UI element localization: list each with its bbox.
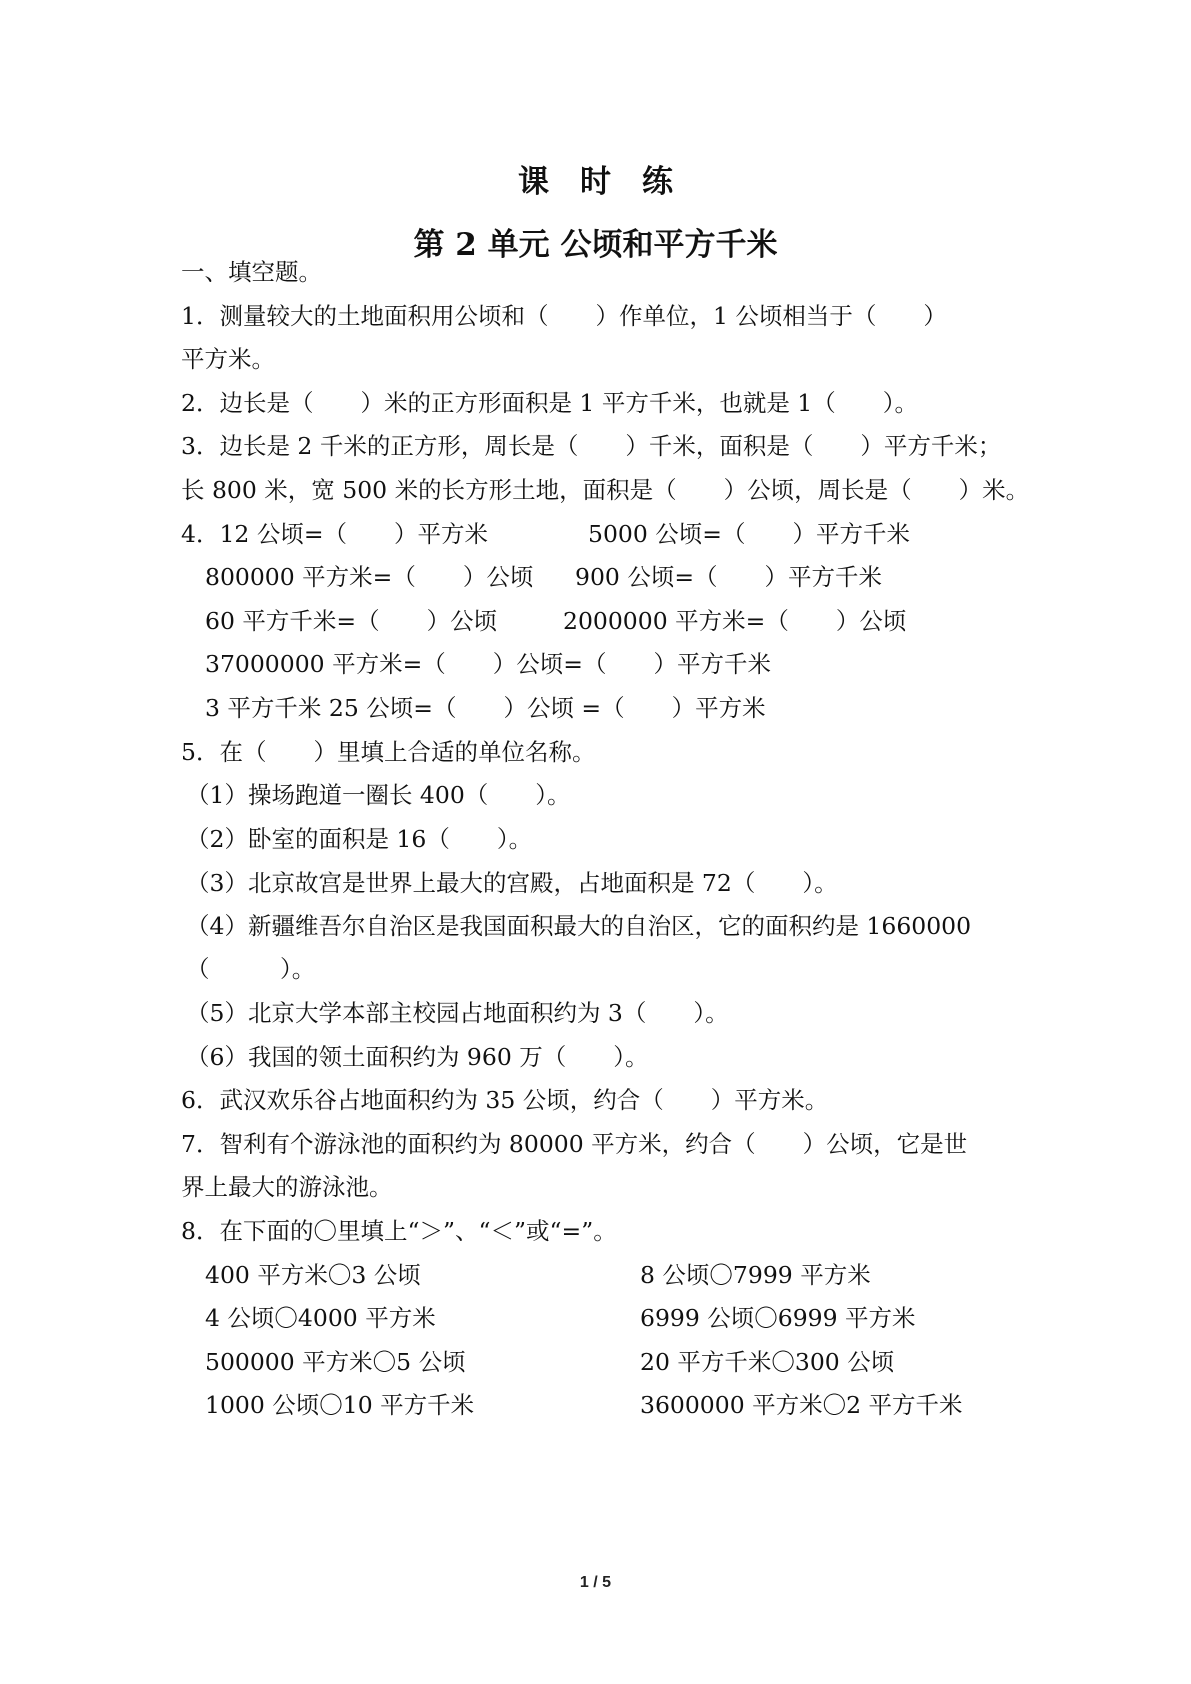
compare-item: 8 公顷〇7999 平方米: [640, 1261, 871, 1289]
compare-item: 1000 公顷〇10 平方千米: [205, 1391, 475, 1419]
question-4-row-3a: 60 平方千米=（ ）公顷: [205, 607, 498, 635]
question-4-row-3b: 2000000 平方米=（ ）公顷: [563, 607, 907, 635]
question-4-row-2b: 900 公顷=（ ）平方千米: [575, 563, 883, 591]
question-3-line-2: 长 800 米，宽 500 米的长方形土地，面积是（ ）公顷，周长是（ ）米。: [181, 476, 1030, 504]
question-5-item: （3）北京故宫是世界上最大的宫殿，占地面积是 72（ ）。: [186, 869, 838, 897]
question-4-row-2a: 800000 平方米=（ ）公顷: [205, 563, 534, 591]
question-4-row-4: 37000000 平方米=（ ）公顷=（ ）平方千米: [205, 650, 771, 678]
page-title: 课 时 练: [518, 164, 673, 200]
question-5-item: （6）我国的领土面积约为 960 万（ ）。: [186, 1043, 649, 1071]
section-heading: 一、填空题。: [181, 258, 322, 286]
compare-item: 500000 平方米〇5 公顷: [205, 1348, 466, 1376]
compare-item: 3600000 平方米〇2 平方千米: [640, 1391, 963, 1419]
unit-subtitle: 第 2 单元 公顷和平方千米: [413, 227, 778, 263]
question-8-stem: 8．在下面的〇里填上“＞”、“＜”或“=”。: [181, 1217, 617, 1245]
compare-item: 6999 公顷〇6999 平方米: [640, 1304, 916, 1332]
question-3-line-1: 3．边长是 2 千米的正方形，周长是（ ）千米，面积是（ ）平方千米；: [181, 432, 1002, 460]
question-7-line-1: 7．智利有个游泳池的面积约为 80000 平方米，约合（ ）公顷，它是世: [181, 1130, 968, 1158]
compare-item: 400 平方米〇3 公顷: [205, 1261, 421, 1289]
question-1-line-1: 1．测量较大的土地面积用公顷和（ ）作单位，1 公顷相当于（ ）: [181, 302, 947, 330]
question-4-row-1a: 4．12 公顷=（ ）平方米: [181, 520, 489, 548]
question-4-row-5: 3 平方千米 25 公顷=（ ）公顷 =（ ）平方米: [205, 694, 766, 722]
question-2: 2．边长是（ ）米的正方形面积是 1 平方千米，也就是 1（ ）。: [181, 389, 919, 417]
question-6: 6．武汉欢乐谷占地面积约为 35 公顷，约合（ ）平方米。: [181, 1086, 829, 1114]
question-4-row-1b: 5000 公顷=（ ）平方千米: [588, 520, 910, 548]
question-5-item: （2）卧室的面积是 16（ ）。: [186, 825, 533, 853]
compare-item: 20 平方千米〇300 公顷: [640, 1348, 895, 1376]
question-5-stem: 5．在（ ）里填上合适的单位名称。: [181, 738, 596, 766]
question-5-item: （1）操场跑道一圈长 400（ ）。: [186, 781, 571, 809]
question-7-line-2: 界上最大的游泳池。: [181, 1173, 393, 1201]
question-5-item: （ ）。: [186, 955, 316, 983]
question-5-item: （4）新疆维吾尔自治区是我国面积最大的自治区，它的面积约是 1660000: [186, 912, 972, 940]
question-1-line-2: 平方米。: [181, 345, 275, 373]
compare-item: 4 公顷〇4000 平方米: [205, 1304, 436, 1332]
question-5-item: （5）北京大学本部主校园占地面积约为 3（ ）。: [186, 999, 729, 1027]
page-number: 1 / 5: [579, 1574, 612, 1591]
